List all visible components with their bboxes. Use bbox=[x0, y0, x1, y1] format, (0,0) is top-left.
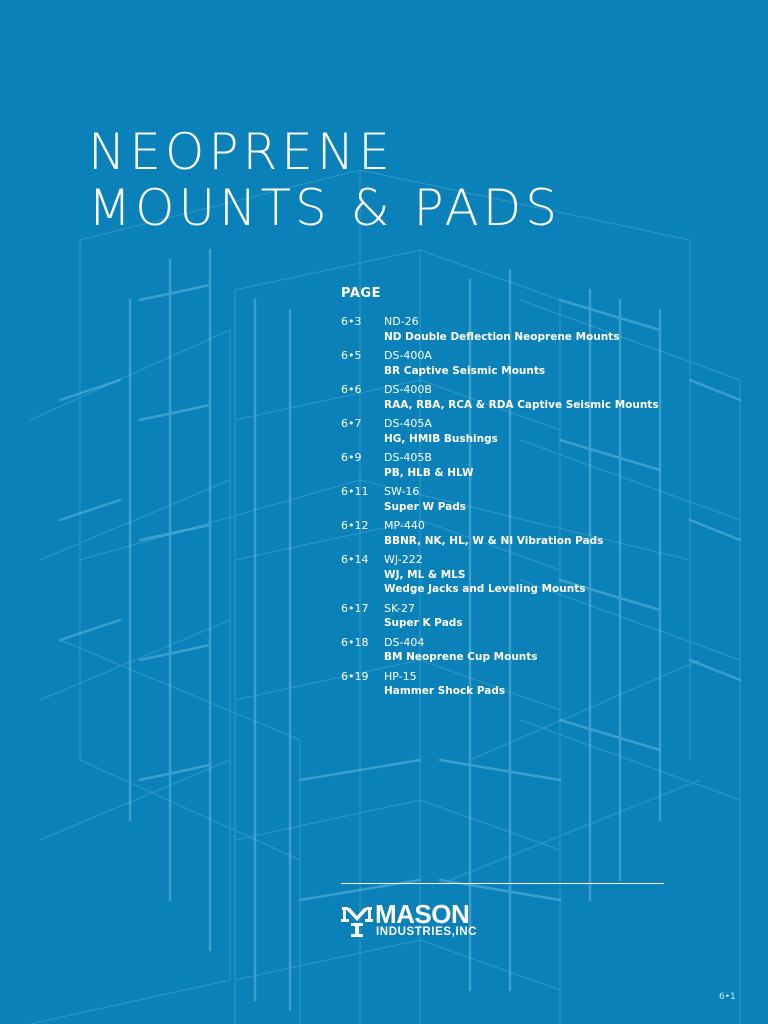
toc-entry[interactable] bbox=[341, 417, 671, 446]
toc-description: ND Double Deflection Neoprene Mounts bbox=[384, 330, 620, 343]
title-line-2: MOUNTS & PADS bbox=[88, 179, 561, 237]
toc-page-number: 6•5 bbox=[341, 349, 362, 362]
toc-entry[interactable] bbox=[341, 315, 671, 344]
toc-description: BBNR, NK, HL, W & NI Vibration Pads bbox=[384, 534, 604, 547]
toc-description: PB, HLB & HLW bbox=[384, 466, 474, 479]
toc-description-line-2: Wedge Jacks and Leveling Mounts bbox=[384, 583, 586, 595]
toc-product-code: DS-405B bbox=[384, 451, 432, 464]
toc-product-code: HP-15 bbox=[384, 669, 417, 683]
toc-description: HG, HMIB Bushings bbox=[384, 432, 498, 445]
toc-product-code: DS-405A bbox=[384, 417, 432, 430]
table-of-contents bbox=[341, 286, 671, 704]
page-title bbox=[88, 124, 561, 236]
toc-page-number: 6•3 bbox=[341, 315, 362, 328]
toc-product-code: ND-26 bbox=[384, 315, 419, 328]
toc-description: RAA, RBA, RCA & RDA Captive Seismic Mounts bbox=[384, 398, 659, 411]
toc-description: Hammer Shock Pads bbox=[384, 685, 506, 697]
toc-entry[interactable] bbox=[341, 670, 671, 699]
toc-description: Super K Pads bbox=[384, 617, 463, 629]
toc-page-number: 6•14 bbox=[341, 553, 369, 566]
toc-page-number: 6•11 bbox=[341, 485, 369, 498]
toc-page-number: 6•19 bbox=[341, 669, 369, 683]
toc-entry[interactable] bbox=[341, 519, 671, 548]
toc-product-code: DS-404 bbox=[384, 635, 425, 649]
page-number: 6•1 bbox=[719, 992, 736, 1002]
logo-subtitle: INDUSTRIES,INC bbox=[376, 926, 478, 938]
toc-product-code: DS-400A bbox=[384, 349, 432, 362]
divider-line bbox=[341, 883, 664, 884]
toc-entry[interactable] bbox=[341, 349, 671, 378]
toc-entry[interactable] bbox=[341, 636, 671, 665]
toc-entry[interactable] bbox=[341, 451, 671, 480]
toc-page-number: 6•9 bbox=[341, 451, 362, 464]
logo-name: MASON bbox=[375, 899, 470, 929]
toc-page-number: 6•6 bbox=[341, 383, 362, 396]
toc-product-code: WJ-222 bbox=[384, 553, 423, 566]
toc-entry[interactable] bbox=[341, 485, 671, 514]
toc-entry[interactable] bbox=[341, 602, 671, 631]
toc-product-code: DS-400B bbox=[384, 383, 432, 396]
toc-description: BR Captive Seismic Mounts bbox=[384, 364, 546, 377]
toc-product-code: SW-16 bbox=[384, 485, 420, 498]
toc-page-number: 6•12 bbox=[341, 519, 369, 532]
title-line-1: NEOPRENE bbox=[88, 123, 394, 181]
toc-heading: PAGE bbox=[341, 286, 381, 301]
toc-description: WJ, ML & MLS bbox=[384, 568, 466, 581]
mi-monogram-icon bbox=[341, 904, 373, 938]
toc-entry[interactable] bbox=[341, 553, 671, 597]
toc-product-code: SK-27 bbox=[384, 601, 416, 615]
toc-description: Super W Pads bbox=[384, 500, 467, 513]
toc-page-number: 6•18 bbox=[341, 635, 369, 649]
toc-entry[interactable] bbox=[341, 383, 671, 412]
toc-product-code: MP-440 bbox=[384, 519, 425, 532]
toc-description: BM Neoprene Cup Mounts bbox=[384, 651, 538, 663]
mason-industries-logo bbox=[341, 899, 521, 942]
toc-page-number: 6•7 bbox=[341, 417, 362, 430]
toc-page-number: 6•17 bbox=[341, 601, 369, 615]
